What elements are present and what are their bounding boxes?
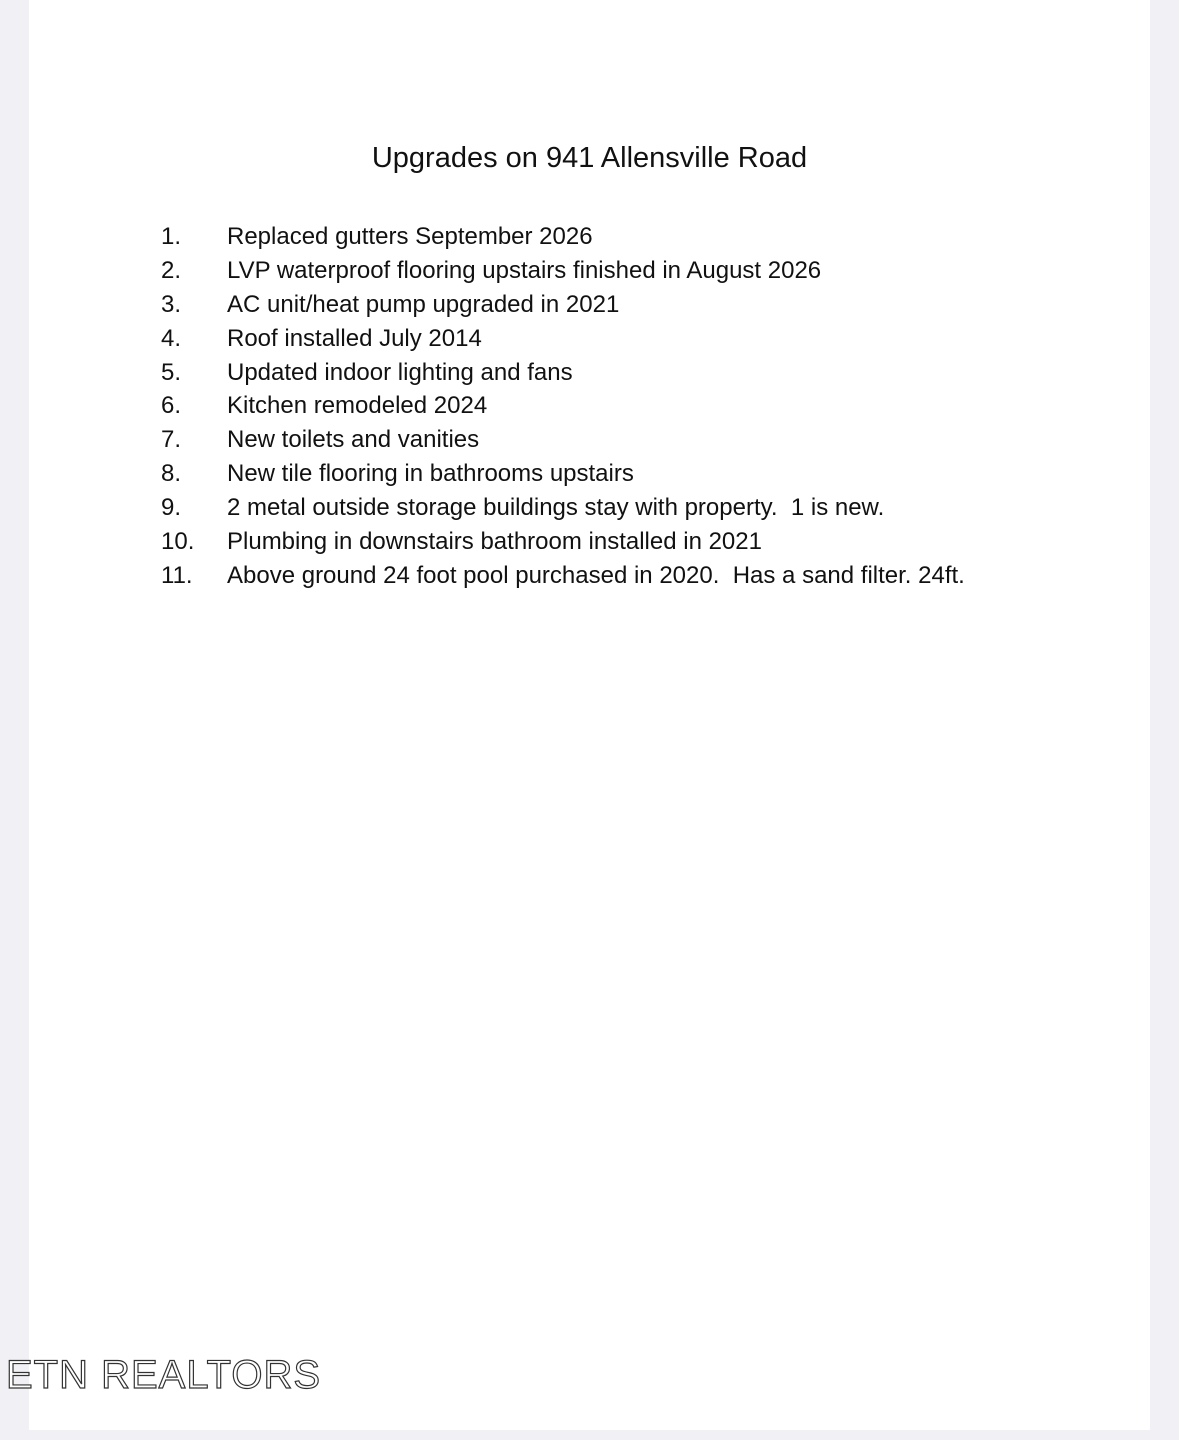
list-item-number: 4.: [161, 324, 182, 352]
list-item: [0, 491, 885, 525]
list-item: [0, 288, 620, 322]
list-item: [0, 322, 482, 356]
list-item: [0, 423, 480, 457]
list-item-text: AC unit/heat pump upgraded in 2021: [227, 290, 620, 318]
list-item-text: Updated indoor lighting and fans: [227, 358, 573, 386]
list-item-number: 9.: [161, 494, 182, 522]
list-item-number: 3.: [161, 290, 182, 318]
list-item-number: 1.: [161, 223, 182, 250]
list-item: [0, 254, 822, 288]
document-page: [29, 0, 1150, 1430]
list-item-number: 11.: [161, 561, 193, 589]
list-item: [0, 457, 634, 491]
list-item-text: 2 metal outside storage buildings stay with property. 1 is new.: [227, 494, 885, 522]
list-item-text: Replaced gutters September 2026: [227, 223, 593, 250]
list-item-number: 7.: [161, 426, 182, 454]
list-item-text: Above ground 24 foot pool purchased in 2020. Has a sand filter. 24ft.: [227, 561, 965, 589]
list-item: [0, 356, 573, 390]
list-item-number: 6.: [161, 392, 182, 420]
list-item: [0, 220, 593, 254]
list-item: [0, 525, 762, 559]
list-item-text: New toilets and vanities: [227, 426, 480, 454]
list-item-text: LVP waterproof flooring upstairs finished in August 2026: [227, 256, 822, 284]
list-item-number: 10.: [161, 528, 195, 556]
list-item: [0, 559, 965, 593]
watermark-logo: ETN REALTORS: [6, 1353, 322, 1397]
list-item-text: Kitchen remodeled 2024: [227, 392, 488, 420]
list-item: [0, 389, 488, 423]
list-item-text: Roof installed July 2014: [227, 324, 482, 352]
list-item-number: 8.: [161, 460, 182, 488]
list-item-text: Plumbing in downstairs bathroom installed in 2021: [227, 528, 762, 556]
list-item-text: New tile flooring in bathrooms upstairs: [227, 460, 634, 488]
list-item-number: 2.: [161, 256, 182, 284]
list-item-number: 5.: [161, 358, 182, 386]
upgrades-list: [0, 220, 965, 593]
document-title: Upgrades on 941 Allensville Road: [371, 142, 808, 174]
